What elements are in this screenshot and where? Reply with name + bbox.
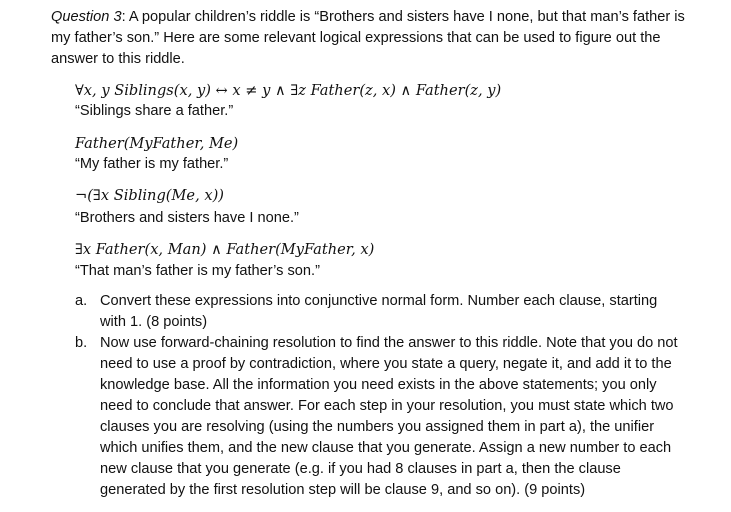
question-intro-text: : A popular children’s riddle is “Brothers and sisters have I none, but that man’s father is my father’s son.” Here are some relevant logical expressions that can be used to figure out the answer to this riddle. — [51, 9, 685, 67]
question-intro — [51, 7, 691, 70]
expression-2-logic: Father(MyFather, Me) — [75, 135, 239, 152]
expression-4-quote: “That man’s father is my father’s son.” — [75, 263, 320, 279]
expression-3-quote: “Brothers and sisters have I none.” — [75, 210, 299, 226]
expression-4-logic: ∃x Father(x, Man) ∧ Father(MyFather, x) — [75, 241, 375, 258]
expression-1-quote: “Siblings share a father.” — [75, 103, 234, 119]
part-b-text: Now use forward-chaining resolution to find the answer to this riddle. Note that you do not need to use a proof by contradiction, where you state a query, negate it, and add it to the knowledge base. All the information you need exists in the above statements; you only need to conclude that answer. For each step in your resolution, you must state which two clauses you are resolving (using the numbers you assigned them in part a), the unifier which unifies them, and the new clause that you generate. Assign a new number to each new clause that you generate (e.g. if you had 8 clauses in part a, then the clause generated by the first resolution step will be clause 9, and so on). (9 points) — [100, 335, 678, 498]
list-item-part-a — [75, 291, 685, 333]
expression-3-logic: ¬(∃x Sibling(Me, x)) — [75, 187, 224, 204]
question-label: Question 3 — [51, 9, 122, 25]
part-b-marker: b. — [75, 335, 88, 351]
part-a-marker: a. — [75, 293, 88, 309]
list-item-part-b — [75, 333, 685, 501]
expression-1-logic: ∀x, y Siblings(x, y) ↔ x ≠ y ∧ ∃z Father(z, x) ∧ Father(z, y) — [75, 82, 502, 99]
part-a-text: Convert these expressions into conjunctive normal form. Number each clause, starting with 1. (8 points) — [100, 293, 658, 330]
expression-2-quote: “My father is my father.” — [75, 156, 229, 172]
question-parts-list — [75, 291, 685, 501]
